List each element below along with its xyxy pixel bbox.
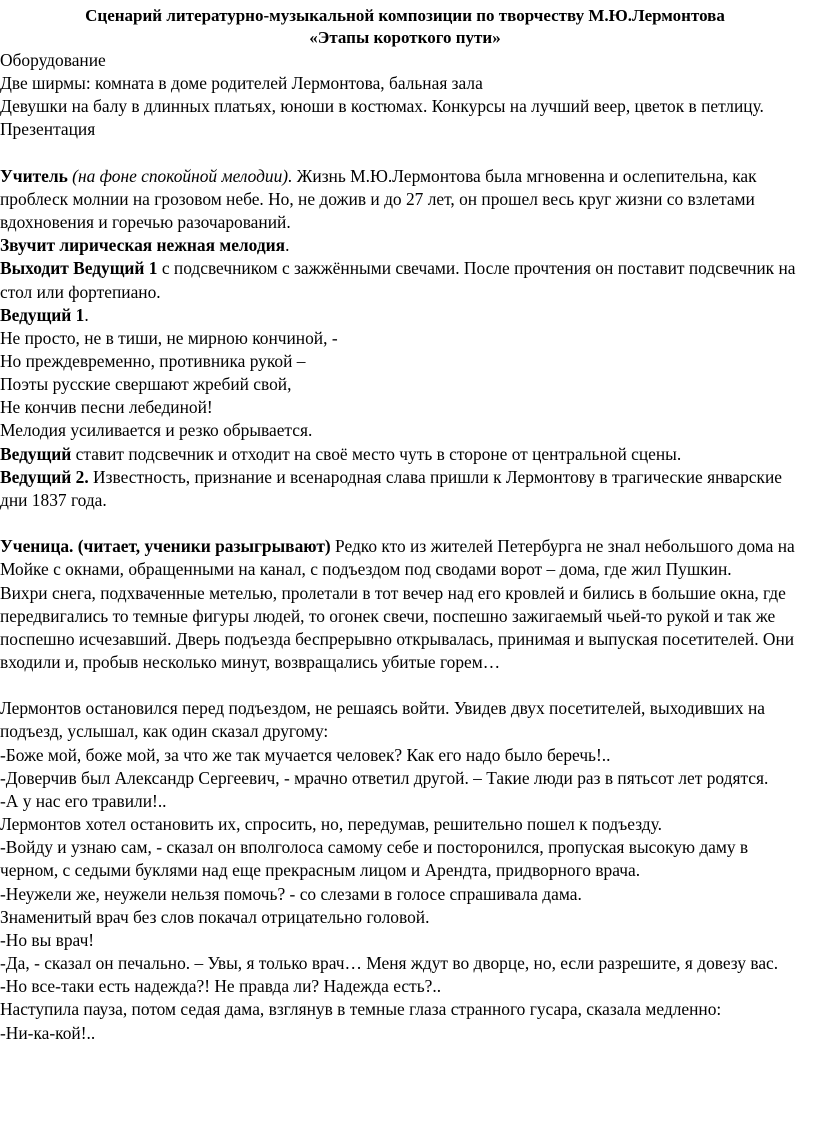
dialogue-line: -А у нас его травили!.. xyxy=(0,790,167,811)
host1-label xyxy=(0,304,810,327)
melody-bold: Звучит лирическая нежная мелодия xyxy=(0,235,286,256)
equipment-item: Две ширмы: комната в доме родителей Лермонтова, бальная зала xyxy=(0,73,483,94)
dialogue-line: Лермонтов хотел остановить их, спросить, но, передумав, решительно пошел к подъезду. xyxy=(0,814,662,835)
host2-paragraph xyxy=(0,466,810,512)
speaker-host2: Ведущий 2. xyxy=(0,466,89,487)
stage-direction: (на фоне спокойной мелодии). xyxy=(72,165,293,186)
student-text: Редко кто из жителей Петербурга не знал небольшого дома на Мойке с окнами, обращенными на канал, с подъездом под сводами ворот – дома, где жил Пушкин. xyxy=(0,536,795,580)
snow-paragraph: Вихри снега, подхваченные метелью, пролетали в тот вечер над его кровлей и бились в большие окна, где передвигались то темные фигуры людей, то огонек свечи, поспешно зажигаемый чьей-то рукой и так же поспешно исчезавший. Дверь подъезда беспрерывно открывалась, принимая и выпуская посетителей. Они входили и, пробыв несколько минут, возвращались убитые горем… xyxy=(0,582,795,673)
dialogue-line: Наступила пауза, потом седая дама, взглянув в темные глаза странного гусара, сказала медленно: xyxy=(0,999,722,1020)
document-title xyxy=(0,5,810,49)
poem-line: Поэты русские свершают жребий свой, xyxy=(0,374,292,395)
speaker-student: Ученица. (читает, ученики разыгрывают) xyxy=(0,536,331,557)
student-paragraph xyxy=(0,535,810,581)
dialogue-line: Знаменитый врач без слов покачал отрицательно головой. xyxy=(0,906,430,927)
equipment-label: Оборудование xyxy=(0,50,106,70)
melody-rises: Мелодия усиливается и резко обрывается. xyxy=(0,420,313,441)
dialogue-line: -Да, - сказал он печально. – Увы, я только врач… Меня ждут во дворце, но, если разрешите, я довезу вас. xyxy=(0,953,779,974)
host1-enter-bold: Выходит Ведущий 1 xyxy=(0,258,158,279)
host-text: ставит подсвечник и отходит на своё место чуть в стороне от центральной сцены. xyxy=(71,443,682,464)
equipment-item: Презентация xyxy=(0,119,96,140)
dialogue-line: -Войду и узнаю сам, - сказал он вполголоса самому себе и посторонился, пропуская высокую даму в черном, с седыми буклями над еще прекрасным лицом и Арендта, придворного врача. xyxy=(0,837,749,881)
poem-line: Не просто, не в тиши, не мирною кончиной, - xyxy=(0,327,338,348)
blank-line xyxy=(0,512,810,535)
host1-end: . xyxy=(84,304,89,325)
host1-enter-text: с подсвечником с зажжёнными свечами. После прочтения он поставит подсвечник на стол или фортепиано. xyxy=(0,258,796,302)
dialogue-line: -Доверчив был Александр Сергеевич, - мрачно ответил другой. – Такие люди раз в пятьсот лет родятся. xyxy=(0,767,769,788)
dialogue-line: -Боже мой, боже мой, за что же так мучается человек? Как его надо было беречь!.. xyxy=(0,744,611,765)
melody-direction xyxy=(0,234,810,257)
host1-enter-paragraph xyxy=(0,257,810,303)
speaker-host: Ведущий xyxy=(0,443,72,464)
blank-line xyxy=(0,674,810,697)
dialogue-line: -Но все-таки есть надежда?! Не правда ли? Надежда есть?.. xyxy=(0,976,442,997)
speaker-host1: Ведущий 1 xyxy=(0,304,85,325)
melody-end: . xyxy=(285,235,290,256)
dialogue-line: -Но вы врач! xyxy=(0,929,95,950)
host-paragraph xyxy=(0,443,810,466)
dialogue-line: -Ни-ка-кой!.. xyxy=(0,1022,96,1043)
host2-text: Известность, признание и всенародная слава пришли к Лермонтову в трагические январские дни 1837 года. xyxy=(0,466,782,510)
dialogue-line: -Неужели же, неужели нельзя помочь? - со слезами в голосе спрашивала дама. xyxy=(0,883,582,904)
speaker-teacher: Учитель xyxy=(0,165,68,186)
teacher-text: Жизнь М.Ю.Лермонтова была мгновенна и ослепительна, как проблеск молнии на грозовом небе. Но, не дожив и до 27 лет, он прошел весь круг жизни со взлетами вдохновения и горечью разочарований. xyxy=(0,165,757,233)
lermontov-paragraph: Лермонтов остановился перед подъездом, не решаясь войти. Увидев двух посетителей, выходивших на подъезд, услышал, как один сказал другому: xyxy=(0,698,765,742)
title-line-1: Сценарий литературно-музыкальной композиции по творчеству М.Ю.Лермонтова xyxy=(85,6,725,25)
blank-line xyxy=(0,142,810,165)
poem-line: Не кончив песни лебединой! xyxy=(0,397,213,418)
poem-line: Но преждевременно, противника рукой – xyxy=(0,351,306,372)
teacher-paragraph xyxy=(0,165,810,234)
equipment-item: Девушки на балу в длинных платьях, юноши в костюмах. Конкурсы на лучший веер, цветок в петлицу. xyxy=(0,96,764,117)
title-line-2: «Этапы короткого пути» xyxy=(309,28,501,47)
